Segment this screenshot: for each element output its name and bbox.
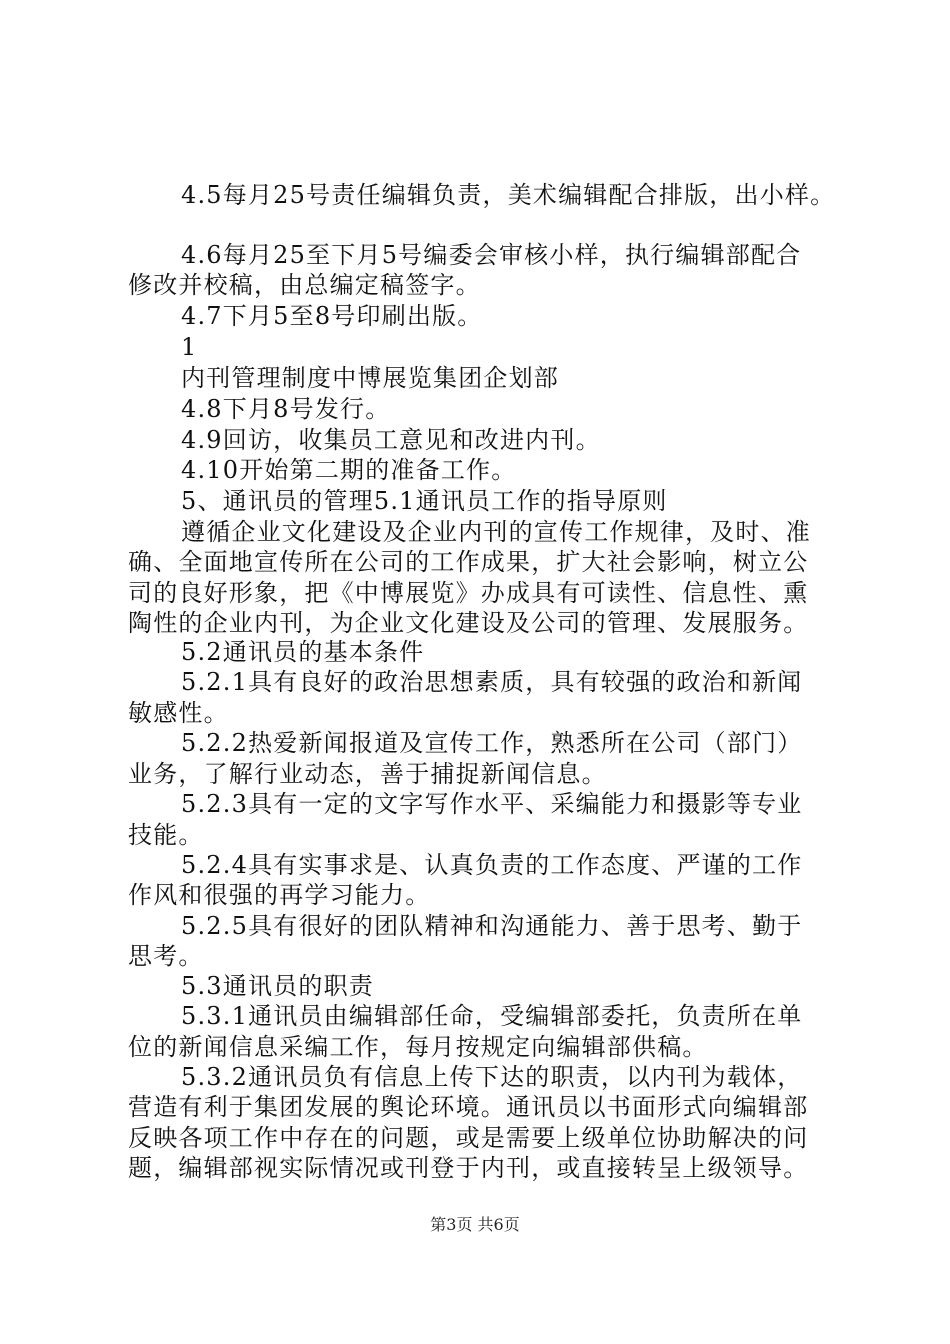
text-line: 4.10开始第二期的准备工作。 xyxy=(181,456,517,484)
text-line: 遵循企业文化建设及企业内刊的宣传工作规律，及时、准 xyxy=(181,518,811,546)
text-line: 4.9回访，收集员工意见和改进内刊。 xyxy=(181,426,601,454)
text-line: 5.2.5具有很好的团队精神和沟通能力、善于思考、勤于 xyxy=(181,912,803,940)
text-line: 司的良好形象，把《中博展览》办成具有可读性、信息性、熏 xyxy=(128,579,809,607)
text-line: 业务，了解行业动态，善于捕捉新闻信息。 xyxy=(128,760,607,788)
text-line: 4.6每月25至下月5号编委会审核小样，执行编辑部配合 xyxy=(181,241,802,269)
page-number-footer: 第3页 共6页 xyxy=(430,1215,520,1234)
text-line: 内刊管理制度中博展览集团企划部 xyxy=(181,364,559,392)
text-line: 技能。 xyxy=(128,821,204,849)
text-line: 5.2.2热爱新闻报道及宣传工作，熟悉所在公司（部门） xyxy=(181,729,803,757)
text-line: 5、通讯员的管理5.1通讯员工作的指导原则 xyxy=(181,487,668,515)
text-line: 4.5每月25号责任编辑负责，美术编辑配合排版，出小样。 xyxy=(181,181,836,209)
text-line: 确、全面地宣传所在公司的工作成果，扩大社会影响，树立公 xyxy=(128,548,809,576)
text-line: 修改并校稿，由总编定稿签字。 xyxy=(128,271,481,299)
text-line: 陶性的企业内刊，为企业文化建设及公司的管理、发展服务。 xyxy=(128,609,809,637)
text-line: 1 xyxy=(181,333,198,361)
text-line: 5.2.4具有实事求是、认真负责的工作态度、严谨的工作 xyxy=(181,851,803,879)
text-line: 5.3.1通讯员由编辑部任命，受编辑部委托，负责所在单 xyxy=(181,1002,803,1030)
text-line: 4.7下月5至8号印刷出版。 xyxy=(181,302,483,330)
text-line: 反映各项工作中存在的问题，或是需要上级单位协助解决的问 xyxy=(128,1124,809,1152)
text-line: 5.2.3具有一定的文字写作水平、采编能力和摄影等专业 xyxy=(181,790,803,818)
text-line: 5.3通讯员的职责 xyxy=(181,972,374,1000)
text-line: 5.2通讯员的基本条件 xyxy=(181,638,425,666)
text-line: 思考。 xyxy=(128,942,204,970)
text-line: 敏感性。 xyxy=(128,699,229,727)
text-line: 5.3.2通讯员负有信息上传下达的职责，以内刊为载体， xyxy=(181,1063,803,1091)
text-line: 题，编辑部视实际情况或刊登于内刊，或直接转呈上级领导。 xyxy=(128,1154,809,1182)
text-line: 营造有利于集团发展的舆论环境。通讯员以书面形式向编辑部 xyxy=(128,1093,809,1121)
text-line: 作风和很强的再学习能力。 xyxy=(128,881,431,909)
text-line: 5.2.1具有良好的政治思想素质，具有较强的政治和新闻 xyxy=(181,668,803,696)
text-line: 位的新闻信息采编工作，每月按规定向编辑部供稿。 xyxy=(128,1033,708,1061)
text-line: 4.8下月8号发行。 xyxy=(181,395,391,423)
